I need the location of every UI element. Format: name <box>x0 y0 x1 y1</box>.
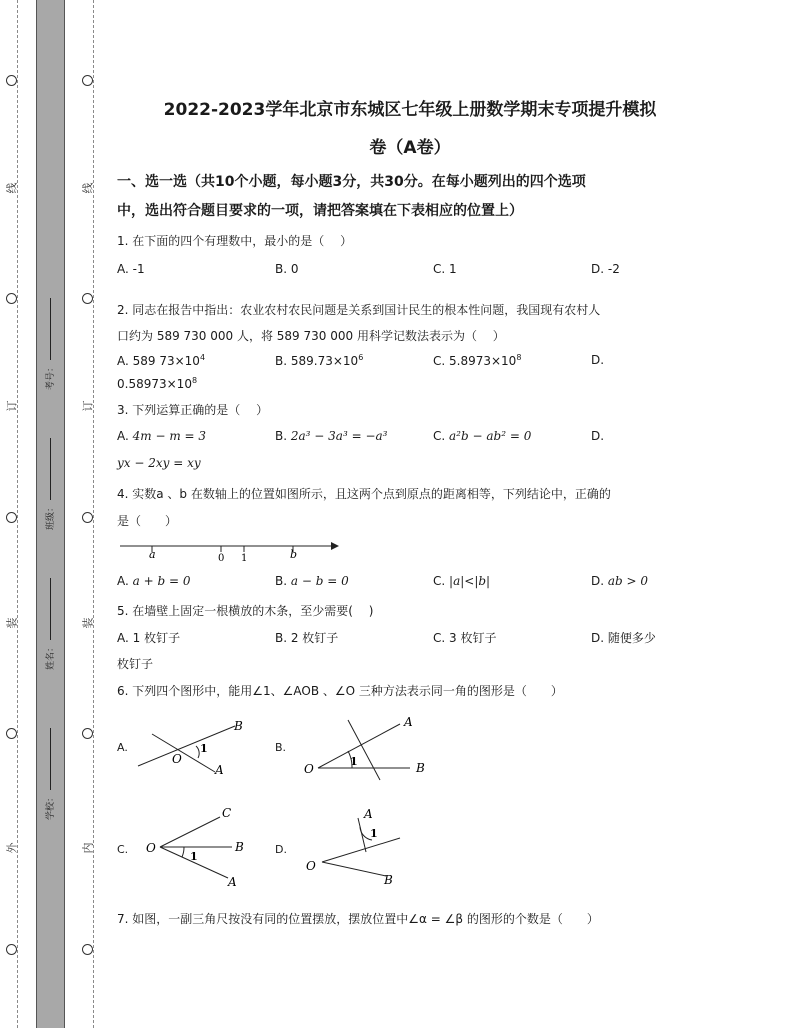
inner-cut-line <box>93 0 94 1028</box>
point-o: O <box>306 859 316 873</box>
ray-oa <box>318 724 400 768</box>
label-b: b <box>290 548 298 561</box>
q2-option-a[interactable]: A. 589 $73\times 10^4$ <box>117 353 206 368</box>
binding-char: 装 <box>5 617 19 629</box>
question-2-stem-cont: 口约为 589 730 000 人，将 589 730 000 用科学记数法表示为（ ） <box>117 329 505 343</box>
binding-hole <box>6 944 17 955</box>
q6-figure-a-label[interactable]: A. <box>117 741 128 754</box>
angle-one: 1 <box>370 827 378 840</box>
question-2-stem: 2. 同志在报告中指出：农业农村农民问题是关系到国计民生的根本性问题，我国现有农村人 <box>117 303 601 317</box>
q3-option-c[interactable]: C. a²b − ab² = 0 <box>433 429 532 443</box>
page-title-cont: 卷（A卷） <box>369 138 451 158</box>
binding-char: 内 <box>81 842 95 854</box>
binding-hole <box>6 512 17 523</box>
point-b: B <box>234 719 243 733</box>
section-heading: 一、选一选（共10个小题，每小题3分，共30分。在每小题列出的四个选项 <box>117 174 586 190</box>
field-label: 班级： <box>46 502 56 530</box>
point-o: O <box>304 762 314 776</box>
q5-option-d[interactable]: D. 随便多少 <box>591 631 656 645</box>
q4-option-a[interactable]: A. a + b = 0 <box>117 574 191 588</box>
question-5-stem: 5. 在墙壁上固定一根横放的木条，至少需要( ) <box>117 604 374 618</box>
q3-option-b[interactable]: B. 2a³ − 3a³ = −a³ <box>275 429 388 443</box>
binding-hole <box>6 293 17 304</box>
q3-option-a[interactable]: A. 4m − m = 3 <box>117 429 207 443</box>
point-b: B <box>416 761 425 775</box>
field-label: 学校： <box>46 792 56 820</box>
point-a: A <box>228 875 237 889</box>
outer-cut-line <box>17 0 18 1028</box>
q6-figure-d <box>300 800 410 890</box>
q1-option-c[interactable]: C. 1 <box>433 262 457 276</box>
exam-number-field[interactable] <box>43 298 56 390</box>
q1-option-d[interactable]: D. -2 <box>591 262 620 276</box>
q6-figure-d-label[interactable]: D. <box>275 843 287 856</box>
section-heading-cont: 中，选出符合题目要求的一项，请把答案填在下表相应的位置上） <box>117 203 523 219</box>
binding-hole <box>6 75 17 86</box>
point-b: B <box>235 840 244 854</box>
q6-figure-c <box>140 800 260 890</box>
ray-ob <box>322 862 386 876</box>
name-field[interactable] <box>43 578 56 670</box>
angle-arc <box>182 847 184 857</box>
point-a: A <box>404 715 413 729</box>
ray-upper <box>322 838 400 862</box>
binding-hole <box>82 293 93 304</box>
binding-char: 外 <box>5 842 19 854</box>
angle-one: 1 <box>350 755 358 768</box>
label-zero: 0 <box>218 553 225 564</box>
q6-figure-c-label[interactable]: C. <box>117 843 129 856</box>
ray-oc <box>160 817 220 847</box>
label-a: a <box>149 548 156 561</box>
question-4-stem-cont: 是（ ） <box>117 514 178 528</box>
q2-option-b[interactable]: B. $589.73\times 10^6$ <box>275 353 364 368</box>
binding-char: 装 <box>81 617 95 629</box>
q2-option-c[interactable]: C. $5.8973\times 10^8$ <box>433 353 522 368</box>
q6-figure-b <box>300 710 440 782</box>
q1-option-b[interactable]: B. 0 <box>275 262 299 276</box>
ray-a <box>358 818 366 852</box>
angle-one: 1 <box>200 742 208 755</box>
q5-option-a[interactable]: A. 1 枚钉子 <box>117 631 181 645</box>
label-one: 1 <box>241 553 248 564</box>
binding-char: 订 <box>5 400 19 412</box>
binding-char: 线 <box>5 182 19 194</box>
point-c: C <box>222 806 232 820</box>
q3-option-d-value: yx − 2xy = xy <box>117 456 201 470</box>
q5-option-b[interactable]: B. 2 枚钉子 <box>275 631 339 645</box>
binding-hole <box>82 944 93 955</box>
school-field[interactable] <box>43 728 56 820</box>
number-line-arrow <box>331 542 339 550</box>
point-b: B <box>384 873 393 887</box>
angle-arc <box>196 746 199 758</box>
question-3-stem: 3. 下列运算正确的是（ ） <box>117 403 269 417</box>
question-1-stem: 1. 在下面的四个有理数中，最小的是（ ） <box>117 234 353 248</box>
q5-option-d-cont: 枚钉子 <box>117 657 154 671</box>
q1-option-a[interactable]: A. -1 <box>117 262 145 276</box>
class-field[interactable] <box>43 438 56 530</box>
q5-option-c[interactable]: C. 3 枚钉子 <box>433 631 497 645</box>
binding-hole <box>6 728 17 739</box>
point-a: A <box>364 807 373 821</box>
binding-char: 订 <box>81 400 95 412</box>
binding-hole <box>82 75 93 86</box>
q6-figure-a <box>130 712 255 777</box>
binding-hole <box>82 512 93 523</box>
point-a: A <box>215 763 224 777</box>
field-label: 姓名： <box>46 642 56 670</box>
point-o: O <box>146 841 156 855</box>
binding-hole <box>82 728 93 739</box>
q4-option-d[interactable]: D. ab > 0 <box>591 574 649 588</box>
question-6-stem: 6. 下列四个图形中，能用∠1、∠AOB 、∠O 三种方法表示同一角的图形是（ ） <box>117 684 563 698</box>
binding-char: 线 <box>81 182 95 194</box>
q4-option-b[interactable]: B. a − b = 0 <box>275 574 349 588</box>
q3-option-d[interactable]: D. <box>591 429 605 443</box>
q4-option-c[interactable]: C. |a|<|b| <box>433 574 491 588</box>
q2-option-d-value: $0.58973\times 10^8$ <box>117 376 198 391</box>
q2-option-d[interactable]: D. <box>591 353 605 367</box>
number-line-figure <box>117 536 342 564</box>
page-title: 2022-2023学年北京市东城区七年级上册数学期末专项提升模拟 <box>163 100 657 120</box>
question-4-stem: 4. 实数a 、b 在数轴上的位置如图所示，且这两个点到原点的距离相等，下列结论中，正确的 <box>117 487 611 501</box>
transversal <box>348 720 380 780</box>
ray-ob <box>138 726 235 766</box>
field-label: 考号： <box>46 362 56 390</box>
q6-figure-b-label[interactable]: B. <box>275 741 287 754</box>
point-o: O <box>172 752 182 766</box>
question-7-stem: 7. 如图，一副三角尺按没有同的位置摆放，摆放位置中∠α = ∠β 的图形的个数是（ ） <box>117 912 599 926</box>
angle-one: 1 <box>190 850 198 863</box>
